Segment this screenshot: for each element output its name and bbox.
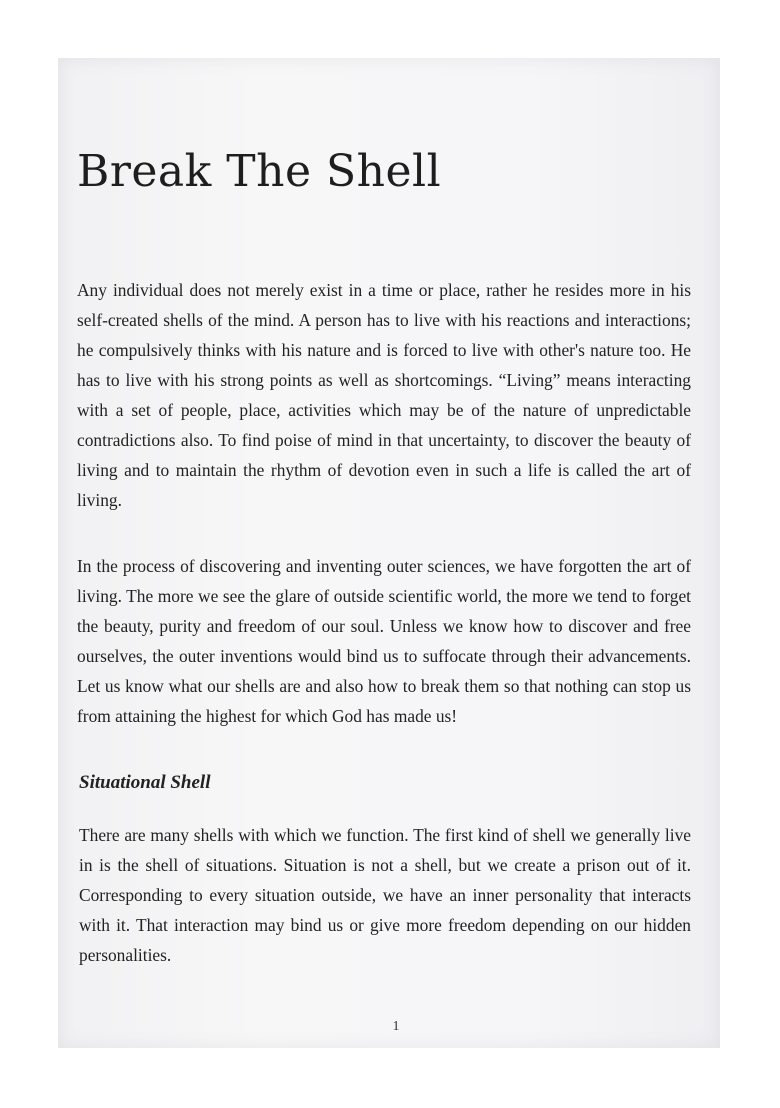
page-number: 1 [392, 1019, 400, 1034]
paragraph-situational-shell: There are many shells with which we function. The first kind of shell we generally live in is the shell of situations. Situation is not a shell, but we create a prison out of it. Corresponding to every situation outside, we have an inner personality that interacts with it. That interaction may bind us or give more freedom depending on our hidden personalities. [79, 825, 691, 965]
paragraph-intro: Any individual does not merely exist in a time or place, rather he resides more in his self-created shells of the mind. A person has to live with his reactions and interactions; he compulsively thinks with his nature and is forced to live with other's nature too. He has to live with his strong points as well as shortcomings. “Living” means interacting with a set of people, place, activities which may be of the nature of unpredictable contradictions also. To find poise of mind in that uncertainty, to discover the beauty of living and to maintain the rhythm of devotion even in such a life is called the art of living. [77, 280, 691, 510]
paragraph-art-of-living: In the process of discovering and inventing outer sciences, we have forgotten the art of living. The more we see the glare of outside scientific world, the more we tend to forget the beauty, purity and freedom of our soul. Unless we know how to discover and free ourselves, the outer inventions would bind us to suffocate through their advancements. Let us know what our shells are and also how to break them so that nothing can stop us from attaining the highest for which God has made us! [77, 556, 691, 726]
chapter-title: Break The Shell [77, 146, 442, 197]
section-subheading: Situational Shell [79, 772, 211, 793]
